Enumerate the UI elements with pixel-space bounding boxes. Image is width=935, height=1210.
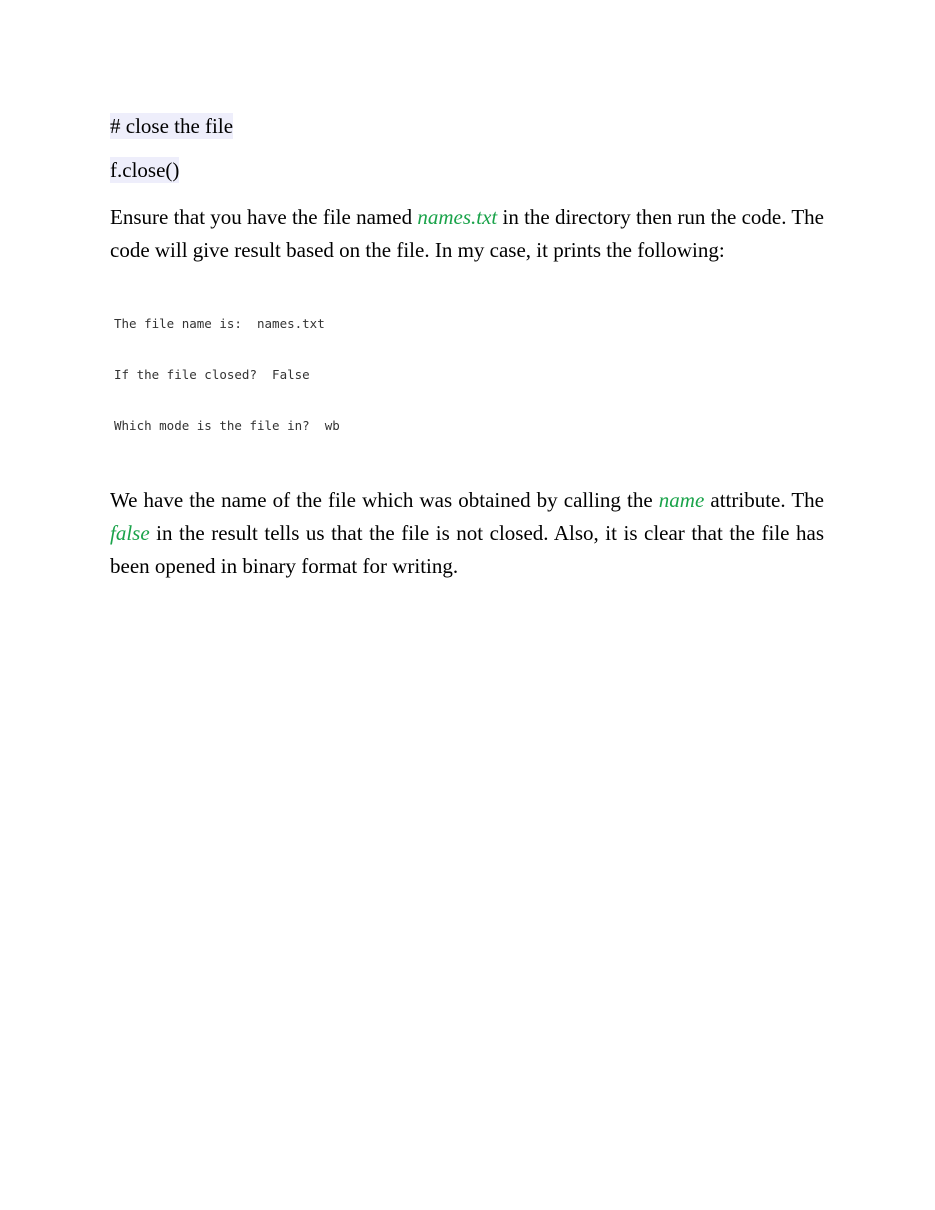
- false-word-highlight: false: [110, 521, 150, 545]
- filename-highlight: names.txt: [417, 205, 498, 229]
- code-statement-block: [110, 157, 824, 183]
- paragraph-explanation: [110, 484, 824, 583]
- paragraph1-after: in the directory then run the code. The code will give result based on the file. In my case, it prints the following:: [110, 205, 824, 262]
- paragraph-ensure-file: [110, 201, 824, 267]
- code-comment-block: [110, 113, 824, 139]
- paragraph2-part2: attribute. The: [704, 488, 824, 512]
- name-attribute-highlight: name: [658, 488, 705, 512]
- paragraph1-before: Ensure that you have the file named: [110, 205, 418, 229]
- paragraph2-part1: We have the name of the file which was obtained by calling the: [110, 488, 659, 512]
- code-comment-line: # close the file: [110, 114, 234, 138]
- output-line: The file name is: names.txt: [114, 316, 325, 331]
- program-output-image: [114, 281, 824, 468]
- output-line: Which mode is the file in? wb: [114, 418, 340, 433]
- code-statement-line: f.close(): [110, 158, 180, 182]
- output-line: If the file closed? False: [114, 367, 310, 382]
- document-page: [110, 113, 824, 583]
- paragraph2-part3: in the result tells us that the file is not closed. Also, it is clear that the file has been opened in binary format for writing.: [110, 521, 824, 578]
